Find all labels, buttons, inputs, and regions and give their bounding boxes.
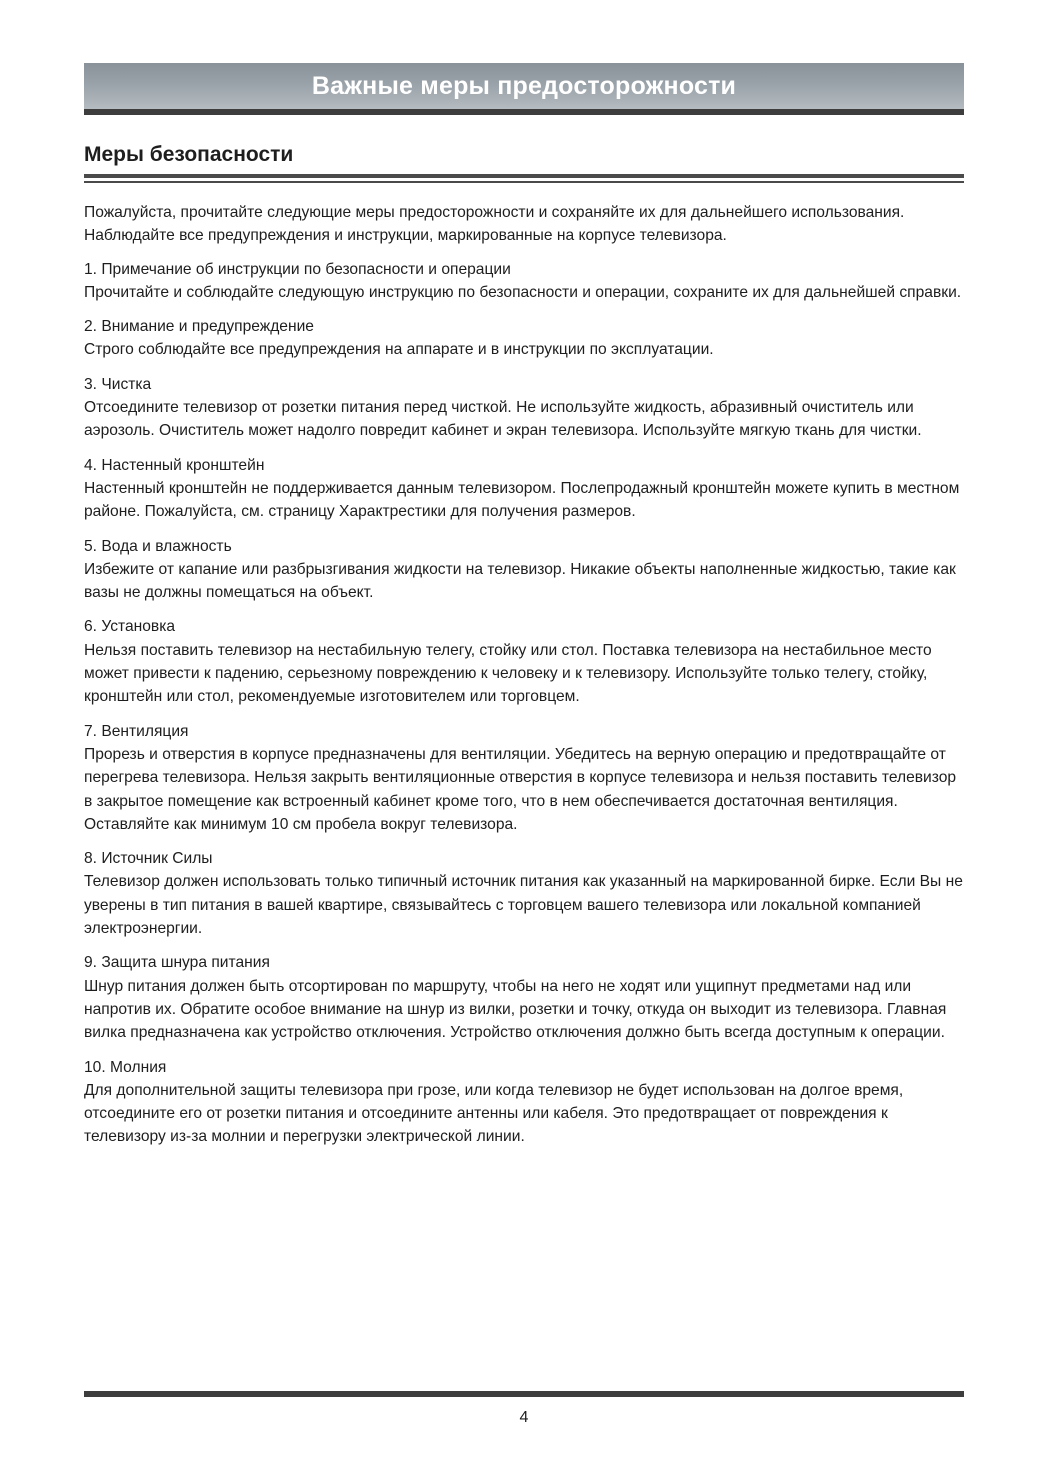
item-title: 9. Защита шнура питания [84,954,270,972]
safety-item [84,454,964,524]
safety-item [84,720,964,836]
page-number: 4 [519,1409,529,1426]
header-banner [84,63,964,109]
item-body: Прорезь и отверстия в корпусе предназначены для вентиляции. Убедитесь на верную операцию и предотвращайте от перегрева телевизора. Нельзя закрыть вентиляционные отверстия в корпусе телевизора и нельзя поставить телевизор в закрытое помещение как встроенный кабинет кроме того, что в нем обеспечивается достаточная вентиляция. Оставляйте как минимум 10 см пробела вокруг телевизора. [84,745,957,833]
header-underline [84,109,964,115]
section-rule-thick [84,174,964,178]
item-body: Прочитайте и соблюдайте следующую инструкцию по безопасности и операции, сохраните их для дальнейшей справки. [84,283,962,301]
item-title: 3. Чистка [84,375,152,393]
item-body: Настенный кронштейн не поддерживается данным телевизором. Послепродажный кронштейн можете купить в местном районе. Пожалуйста, см. страницу Характрестики для получения размеров. [84,479,960,521]
item-title: 8. Источник Силы [84,850,213,868]
safety-item [84,951,964,1044]
intro-paragraph: Наблюдайте все предупреждения и инструкции, маркированные на корпусе телевизора. [84,227,727,245]
safety-item [84,847,964,940]
item-body: Шнур питания должен быть отсортирован по маршруту, чтобы на него не ходят или ущипнут предметами над или напротив их. Обратите особое внимание на шнур из вилки, розетки и точку, откуда он выходит из телевизора. Главная вилка предназначена как устройство отключения. Устройство отключения должно быть всегда доступным к операции. [84,977,947,1042]
safety-item [84,615,964,708]
item-title: 7. Вентиляция [84,722,189,740]
safety-item [84,315,964,362]
item-body: Отсоедините телевизор от розетки питания перед чисткой. Не используйте жидкость, абразивный очиститель или аэрозоль. Очиститель может надолго повредит кабинет и экран телевизора. Используйте мягкую ткань для чистки. [84,399,922,440]
safety-item [84,1056,964,1149]
item-title: 5. Вода и влажность [84,537,232,555]
item-title: 6. Установка [84,618,176,636]
section-title: Меры безопасности [84,143,294,166]
safety-item [84,258,964,305]
item-body: Для дополнительной защиты телевизора при грозе, или когда телевизор не будет использован на долгое время, отсоедините его от розетки питания и отсоедините антенны или кабеля. Это предотвращает от повреждения к телевизору из-за молнии и перегрузки электрической линии. [84,1081,904,1146]
page-title: Важные меры предосторожности [311,71,737,100]
item-title: 10. Молния [84,1058,167,1076]
footer-rule [84,1391,964,1397]
item-body: Телевизор должен использовать только типичный источник питания как указанный на маркированной бирке. Если Вы не уверены в тип питания в вашей квартире, связывайтесь с торговцем вашего телевизора или локальной компанией электроэнергии. [84,873,963,938]
item-body: Нельзя поставить телевизор на нестабильную телегу, стойку или стол. Поставка телевизора на нестабильное место может привести к падению, серьезному повреждению к человеку и к телевизору. Используйте только телегу, стойку, кронштейн или стол, рекомендуемые изготовителем или торговцем. [84,641,932,706]
item-body: Избежите от капание или разбрызгивания жидкости на телевизор. Никакие объекты наполненные жидкостью, такие как вазы не должны помещаться на объект. [84,560,956,602]
item-title: 4. Настенный кронштейн [84,456,265,474]
item-title: 2. Внимание и предупреждение [84,318,314,336]
item-title: 1. Примечание об инструкции по безопасности и операции [84,260,511,278]
intro-paragraph: Пожалуйста, прочитайте следующие меры предосторожности и сохраняйте их для дальнейшего использования. [84,204,905,221]
safety-item [84,535,964,605]
item-body: Строго соблюдайте все предупреждения на аппарате и в инструкции по эксплуатации. [84,341,714,359]
safety-item [84,373,964,443]
section-rule-thin [84,181,964,183]
content-body [84,201,964,1160]
